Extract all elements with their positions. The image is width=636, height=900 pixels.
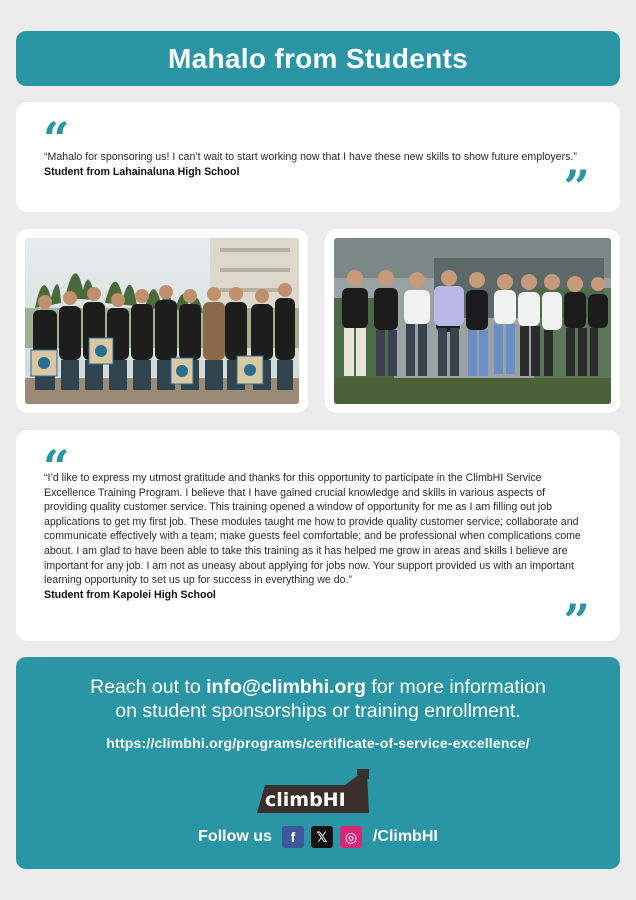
page-title: Mahalo from Students	[167, 42, 468, 74]
testimonial-quote: “I’d like to express my utmost gratitude and thanks for this opportunity to participate in the ClimbHI Service Excellence Training Program. I believe that I have gained crucial knowledge and skills in various aspects of providing quality customer service. This training opened a window of opportunity for me as I am filling out job applications to get my first job. These modules taught me how to provide quality customer service; collaborate and communicate effectively with a team; make guests feel comfortable; and be professional when complications come about. I am glad to have been able to take this training as it has helped me grow in areas and skills I believe are important for any job. I am not as uneasy about applying for jobs now. Your support provided us with an important learning opportunity to set us up for success in everything we do.”	[44, 472, 581, 587]
testimonial-attribution: Student from Kapolei High School	[44, 588, 216, 601]
x-icon[interactable]: 𝕏	[311, 826, 333, 848]
program-url-link[interactable]: https://climbhi.org/programs/certificate-of-service-excellence/	[106, 735, 530, 751]
students-group-photo-1	[25, 238, 299, 404]
testimonial-quote: “Mahalo for sponsoring us! I can’t wait to start working now that I have these new skills to show future employers.”	[44, 151, 577, 163]
contact-text: Reach out to	[90, 676, 207, 698]
open-quote-icon: “	[43, 112, 70, 166]
close-quote-icon: ”	[563, 594, 590, 648]
facebook-icon[interactable]: f	[282, 826, 304, 848]
contact-email-link[interactable]: info@climbhi.org	[206, 676, 366, 698]
contact-text: on student sponsorships or training enrollment.	[115, 700, 521, 723]
contact-text: for more information	[365, 676, 546, 698]
photo-card-group-1	[16, 229, 308, 413]
climbhi-logo	[257, 769, 379, 813]
social-handle: /ClimbHI	[372, 828, 438, 845]
social-follow-row	[16, 825, 620, 849]
contact-footer	[16, 657, 620, 869]
testimonial-attribution: Student from Lahainaluna High School	[44, 165, 240, 178]
open-quote-icon: “	[43, 440, 70, 494]
students-group-photo-2	[334, 238, 611, 404]
photo-card-group-2	[325, 229, 620, 413]
follow-us-label: Follow us	[198, 828, 272, 845]
testimonial-text	[44, 150, 590, 179]
logo-wordmark: climbHI	[265, 789, 346, 811]
close-quote-icon: ”	[563, 160, 590, 214]
testimonial-card-kapolei	[16, 430, 620, 648]
contact-message	[16, 675, 620, 723]
page-header	[16, 31, 620, 86]
testimonial-card-lahainaluna	[16, 102, 620, 212]
instagram-icon[interactable]: ◎	[340, 826, 362, 848]
testimonial-text	[44, 471, 590, 602]
